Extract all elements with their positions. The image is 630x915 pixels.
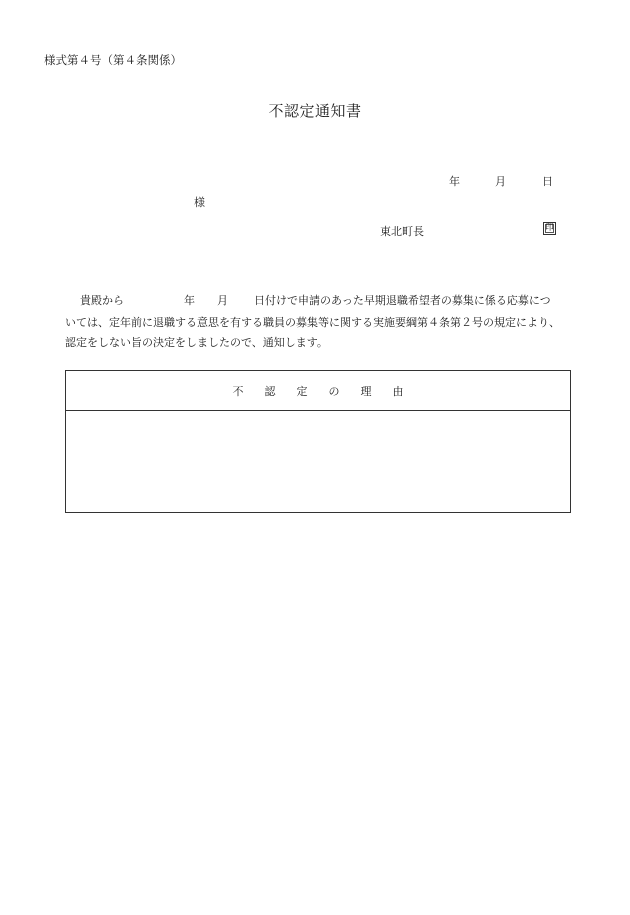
addressee-honorific: 様 bbox=[194, 196, 205, 209]
body-year-label: 年 bbox=[184, 294, 195, 307]
reason-header-char: 由 bbox=[392, 384, 404, 398]
date-month-label: 月 bbox=[495, 175, 506, 188]
sender-name: 東北町長 bbox=[380, 225, 424, 238]
reason-table bbox=[65, 370, 571, 513]
document-title: 不認定通知書 bbox=[268, 102, 362, 120]
date-day-label: 日 bbox=[542, 175, 553, 188]
reason-header-char: の bbox=[328, 384, 340, 398]
reason-table-header bbox=[66, 371, 570, 411]
body-line-3: 認定をしない旨の決定をしましたので、通知します。 bbox=[65, 336, 328, 349]
reason-header-char: 不 bbox=[232, 384, 244, 398]
body-line-2: いては、定年前に退職する意思を有する職員の募集等に関する実施要綱第４条第２号の規定により、 bbox=[65, 316, 560, 329]
reason-header-char: 認 bbox=[264, 384, 276, 398]
body-line-1 bbox=[80, 292, 551, 308]
reason-header-char: 定 bbox=[296, 384, 308, 398]
date-year-label: 年 bbox=[449, 175, 460, 188]
body-line-1-rest: 日付けで申請のあった早期退職希望者の募集に係る応募につ bbox=[254, 294, 551, 307]
body-month-label: 月 bbox=[217, 294, 228, 307]
seal-stamp-icon: 印 bbox=[543, 222, 556, 235]
body-line-1-lead: 貴殿から bbox=[80, 294, 124, 307]
reason-header-char: 理 bbox=[360, 384, 372, 398]
reason-content-area[interactable] bbox=[66, 411, 570, 513]
form-number-label: 様式第４号（第４条関係） bbox=[44, 53, 182, 67]
